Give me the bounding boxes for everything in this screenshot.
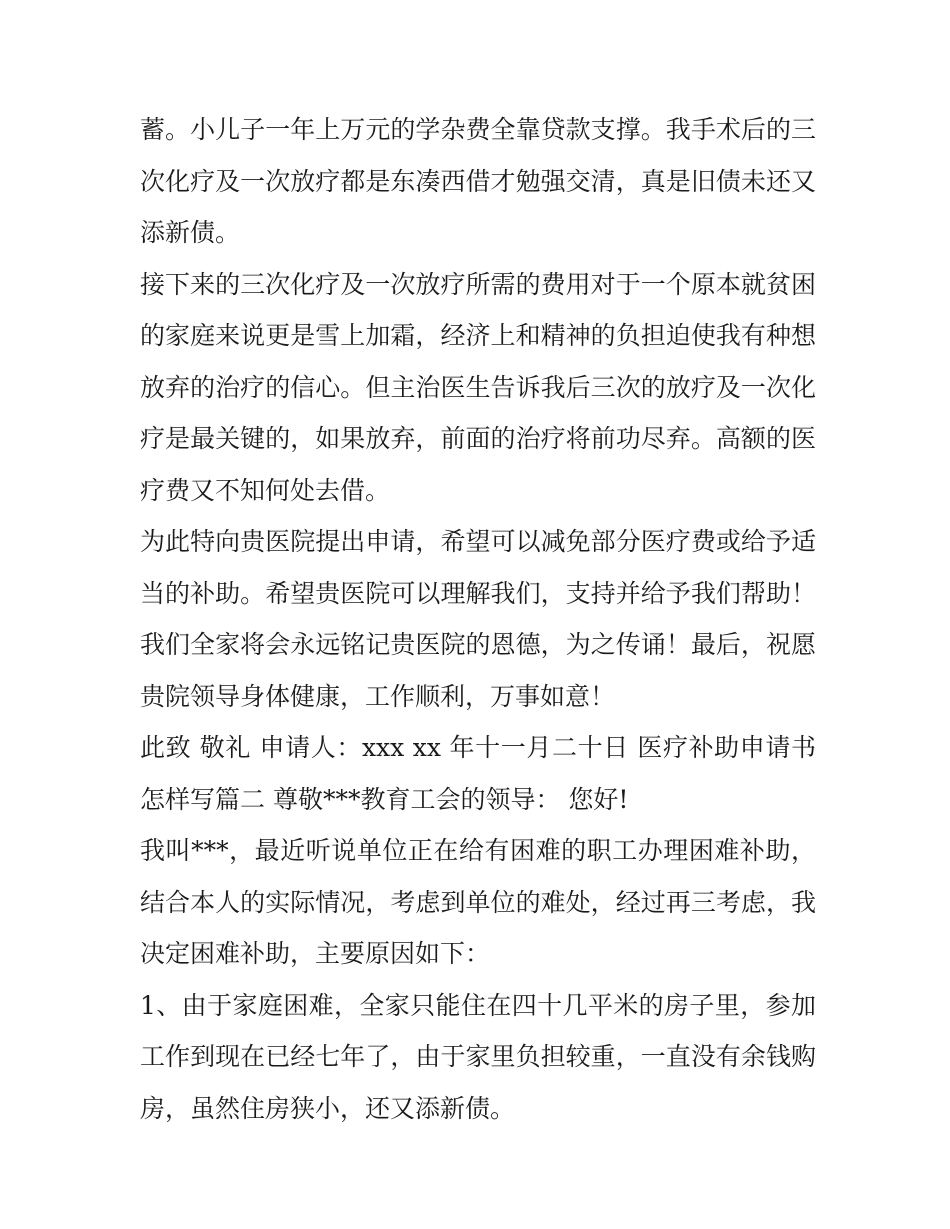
paragraph-5: 我叫***，最近听说单位正在给有困难的职工办理困难补助，结合本人的实际情况，考虑到单位的难处，经过再三考虑，我决定困难补助，主要原因如下： — [140, 836, 816, 968]
paragraph-6: 1、由于家庭困难，全家只能住在四十几平米的房子里，参加工作到现在已经七年了，由于家里负担较重，一直没有余钱购房，虽然住房狭小，还又添新债。 — [140, 990, 816, 1123]
paragraph-4: 此致 敬礼 申请人：xxx xx 年十一月二十日 医疗补助申请书怎样写篇二 尊敬***教育工会的领导： 您好! — [140, 733, 816, 814]
paragraph-3: 为此特向贵医院提出申请，希望可以减免部分医疗费或给予适当的补助。希望贵医院可以理解我们，支持并给予我们帮助！我们全家将会永远铭记贵医院的恩德，为之传诵！最后，祝愿贵院领导身体健康，工作顺利，万事如意！ — [140, 527, 816, 711]
document-body — [140, 104, 816, 1134]
paragraph-1: 蓄。小儿子一年上万元的学杂费全靠贷款支撑。我手术后的三次化疗及一次放疗都是东凑西借才勉强交清，真是旧债未还又添新债。 — [140, 115, 816, 247]
paragraph-2: 接下来的三次化疗及一次放疗所需的费用对于一个原本就贫困的家庭来说更是雪上加霜，经济上和精神的负担迫使我有种想放弃的治疗的信心。但主治医生告诉我后三次的放疗及一次化疗是最关键的，如果放弃，前面的治疗将前功尽弃。高额的医疗费又不知何处去借。 — [140, 269, 816, 505]
